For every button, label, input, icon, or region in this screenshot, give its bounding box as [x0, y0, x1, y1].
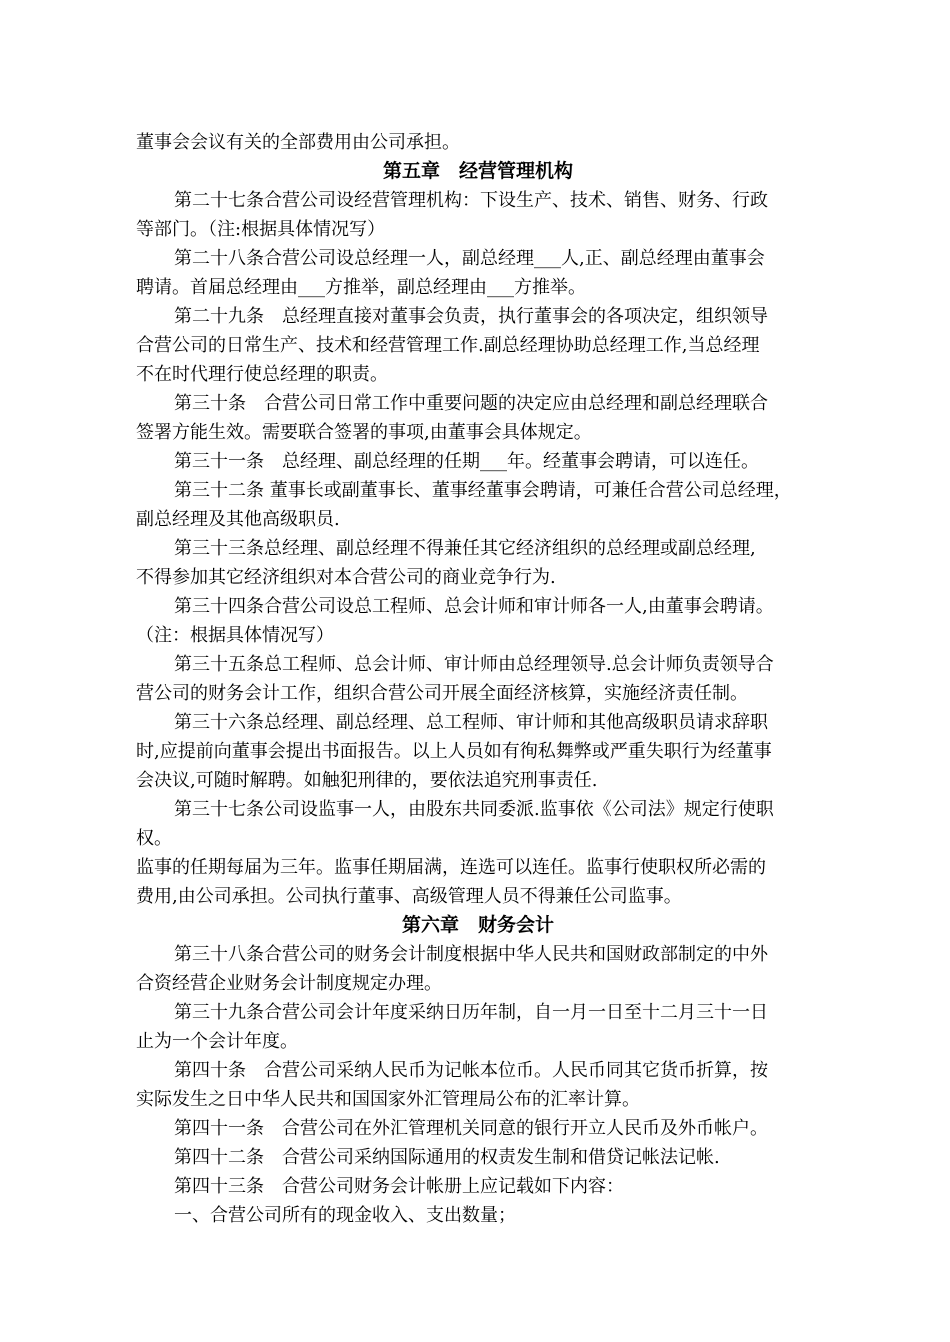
- text-line: 第四十三条 合营公司财务会计帐册上应记载如下内容：: [174, 1176, 624, 1197]
- text-line: 第三十七条公司设监事一人，由股东共同委派.监事依《公司法》规定行使职: [174, 799, 774, 820]
- chapter-heading: 第五章 经营管理机构: [382, 160, 573, 182]
- text-line: 第四十条 合营公司采纳人民币为记帐本位币。人民币同其它货币折算，按: [174, 1060, 768, 1081]
- text-line: 副总经理及其他高级职员.: [136, 509, 340, 530]
- text-line: 一、合营公司所有的现金收入、支出数量；: [174, 1205, 516, 1226]
- text-line: 聘请。首届总经理由___方推举，副总经理由___方推举。: [136, 277, 586, 298]
- text-line: 第三十八条合营公司的财务会计制度根据中华人民共和国财政部制定的中外: [174, 944, 768, 965]
- text-line: 董事会会议有关的全部费用由公司承担。: [136, 132, 460, 153]
- text-line: 第三十一条 总经理、副总经理的任期___年。经董事会聘请，可以连任。: [174, 451, 759, 472]
- text-line: 会决议,可随时解聘。如触犯刑律的，要依法追究刑事责任.: [136, 770, 598, 791]
- text-line: 第四十一条 合营公司在外汇管理机关同意的银行开立人民币及外币帐户。: [174, 1118, 768, 1139]
- text-line: 第三十五条总工程师、总会计师、审计师由总经理领导.总会计师负责领导合: [174, 654, 774, 675]
- text-line: 等部门。（注:根据具体情况写）: [136, 219, 386, 240]
- text-line: 合资经营企业财务会计制度规定办理。: [136, 973, 442, 994]
- text-line: 第三十三条总经理、副总经理不得兼任其它经济组织的总经理或副总经理,: [174, 538, 756, 559]
- text-line: 止为一个会计年度。: [136, 1031, 298, 1052]
- text-line: 不在时代理行使总经理的职责。: [136, 364, 388, 385]
- text-line: 监事的任期每届为三年。监事任期届满，连选可以连任。监事行使职权所必需的: [136, 857, 766, 878]
- text-line: 合营公司的日常生产、技术和经营管理工作.副总经理协助总经理工作,当总经理: [136, 335, 760, 356]
- text-line: 第三十四条合营公司设总工程师、总会计师和审计师各一人,由董事会聘请。: [174, 596, 774, 617]
- text-line: 第四十二条 合营公司采纳国际通用的权责发生制和借贷记帐法记帐.: [174, 1147, 720, 1168]
- text-line: 第二十八条合营公司设总经理一人，副总经理___人,正、副总经理由董事会: [174, 248, 765, 269]
- text-line: 营公司的财务会计工作，组织合营公司开展全面经济核算，实施经济责任制。: [136, 683, 748, 704]
- text-line: 第二十七条合营公司设经营管理机构：下设生产、技术、销售、财务、行政: [174, 190, 768, 211]
- text-line: 签署方能生效。需要联合签署的事项,由董事会具体规定。: [136, 422, 592, 443]
- text-line: 第三十条 合营公司日常工作中重要问题的决定应由总经理和副总经理联合: [174, 393, 768, 414]
- text-line: 第三十二条 董事长或副董事长、董事经董事会聘请，可兼任合营公司总经理，: [174, 480, 792, 501]
- text-line: 第三十九条合营公司会计年度采纳日历年制，自一月一日至十二月三十一日: [174, 1002, 768, 1023]
- text-line: 费用,由公司承担。公司执行董事、高级管理人员不得兼任公司监事。: [136, 886, 682, 907]
- text-line: 第三十六条总经理、副总经理、总工程师、审计师和其他高级职员请求辞职: [174, 712, 768, 733]
- document-page: [136, 128, 820, 1230]
- text-line: 实际发生之日中华人民共和国国家外汇管理局公布的汇率计算。: [136, 1089, 640, 1110]
- text-line: 第二十九条 总经理直接对董事会负责，执行董事会的各项决定，组织领导: [174, 306, 768, 327]
- chapter-heading: 第六章 财务会计: [401, 914, 554, 936]
- text-line: 不得参加其它经济组织对本合营公司的商业竞争行为.: [136, 567, 556, 588]
- text-line: 时,应提前向董事会提出书面报告。以上人员如有徇私舞弊或严重失职行为经董事: [136, 741, 772, 762]
- text-line: 权。: [136, 828, 172, 849]
- text-line: （注：根据具体情况写）: [136, 625, 334, 646]
